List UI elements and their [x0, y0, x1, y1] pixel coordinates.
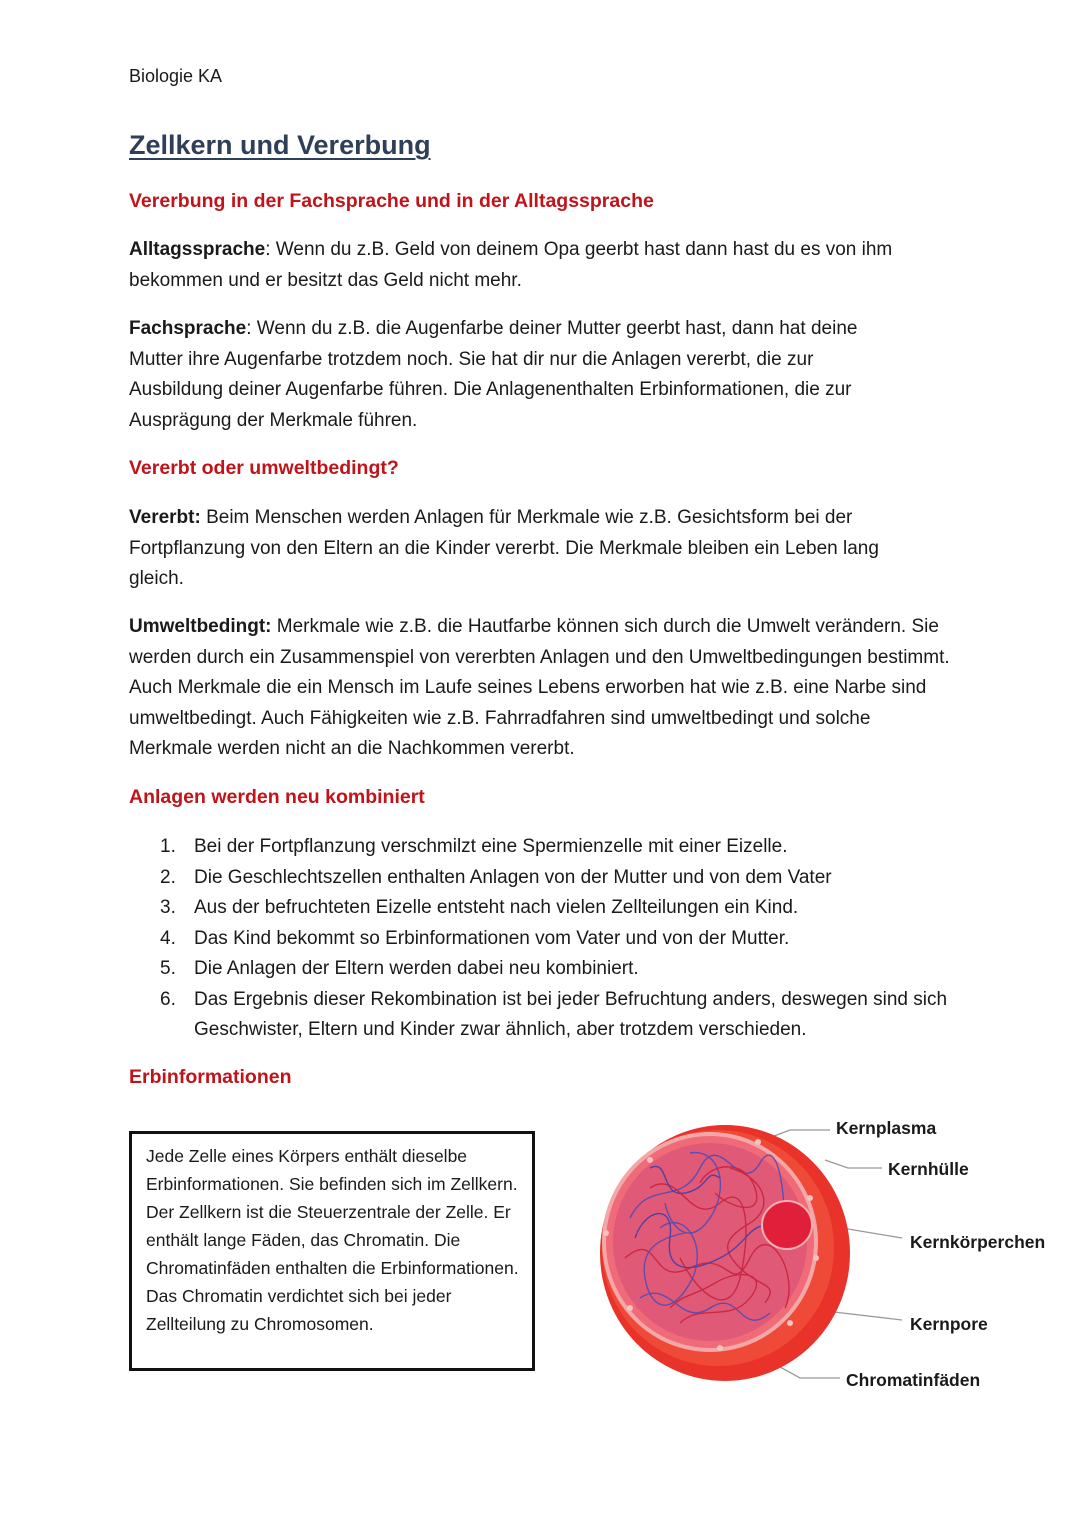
paragraph-vererbt	[129, 503, 929, 595]
list-text: Aus der befruchteten Eizelle entsteht nach vielen Zellteilungen ein Kind.	[194, 897, 799, 918]
list-number: 1.	[160, 836, 176, 857]
term-umweltbedingt: Umweltbedingt:	[129, 616, 272, 637]
nuclear-pore	[755, 1139, 761, 1145]
paragraph-fachsprache	[129, 314, 909, 436]
nuclear-pore	[787, 1320, 793, 1326]
list-text: Das Ergebnis dieser Rekombination ist bei jeder Befruchtung anders, deswegen sind sich Geschwister, Eltern und Kinder zwar ähnlich, aber trotzdem verschieden.	[194, 988, 948, 1040]
label-chromatinfaeden: Chromatinfäden	[846, 1370, 981, 1390]
nuclear-pore	[627, 1305, 633, 1311]
nuclear-pore	[807, 1195, 813, 1201]
list-text: Bei der Fortpflanzung verschmilzt eine Spermienzelle mit einer Eizelle.	[194, 836, 788, 857]
list-number: 6.	[160, 988, 176, 1010]
list-item	[160, 893, 960, 924]
list-item	[160, 832, 960, 863]
label-kernkoerperchen: Kernkörperchen	[910, 1232, 1046, 1252]
list-number: 4.	[160, 927, 176, 949]
label-kernpore: Kernpore	[910, 1314, 988, 1334]
nucleolus	[762, 1201, 812, 1249]
list-number: 5.	[160, 958, 176, 979]
list-item	[160, 985, 960, 1046]
paragraph-alltagssprache	[129, 235, 929, 296]
label-kernplasma: Kernplasma	[836, 1118, 937, 1138]
list-number: 2.	[160, 866, 176, 888]
nucleus-diagram	[590, 1108, 1060, 1408]
nuclear-pore	[813, 1255, 819, 1261]
list-item	[160, 863, 960, 894]
list-text: Die Geschlechtszellen enthalten Anlagen von der Mutter und von dem Vater	[194, 866, 832, 888]
text-alltagssprache: : Wenn du z.B. Geld von deinem Opa geerbt hast dann hast du es von ihm bekommen und er besitzt das Geld nicht mehr.	[129, 239, 893, 291]
list-item	[160, 924, 960, 955]
term-vererbt: Vererbt:	[129, 507, 201, 528]
nuclear-pore	[603, 1230, 609, 1236]
list-text: Die Anlagen der Eltern werden dabei neu kombiniert.	[194, 958, 639, 979]
list-number: 3.	[160, 897, 176, 918]
section-heading-erbinformationen: Erbinformationen	[129, 1066, 292, 1088]
info-box-text: Jede Zelle eines Körpers enthält dieselbe Erbinformationen. Sie befinden sich im Zellkern. Der Zellkern ist die Steuerzentrale der Zelle. Er enthält lange Fäden, das Chromatin. Die Chromatinfäden enthalten die Erbinformationen. Das Chromatin verdichtet sich bei jeder Zellteilung zu Chromosomen.	[146, 1146, 519, 1334]
leader-line-kernhuelle	[825, 1160, 882, 1168]
text-umweltbedingt: Merkmale wie z.B. die Hautfarbe können sich durch die Umwelt verändern. Sie werden durch ein Zusammenspiel von vererbten Anlagen und den Umweltbedingungen bestimmt. Auch Merkmale die ein Mensch im Laufe seines Lebens erworben hat wie z.B. eine Narbe sind umweltbedingt. Auch Fähigkeiten wie z.B. Fahrradfahren sind umweltbedingt und solche Merkmale werden nicht an die Nachkommen vererbt.	[129, 616, 950, 759]
list-item	[160, 954, 960, 985]
numbered-list	[160, 832, 960, 1046]
list-text: Das Kind bekommt so Erbinformationen vom Vater und von der Mutter.	[194, 927, 790, 949]
section-heading-kombiniert: Anlagen werden neu kombiniert	[129, 786, 425, 808]
leader-line-kernpore	[834, 1312, 902, 1320]
nucleus-illustration	[590, 1108, 1060, 1408]
nuclear-pore	[717, 1345, 723, 1351]
text-vererbt: Beim Menschen werden Anlagen für Merkmale wie z.B. Gesichtsform bei der Fortpflanzung von den Eltern an die Kinder vererbt. Die Merkmale bleiben ein Leben lang gleich.	[129, 507, 879, 589]
nuclear-pore	[647, 1157, 653, 1163]
page-header: Biologie KA	[129, 66, 223, 86]
text-fachsprache: : Wenn du z.B. die Augenfarbe deiner Mutter geerbt hast, dann hat deine Mutter ihre Augenfarbe trotzdem noch. Sie hat dir nur die Anlagen vererbt, die zur Ausbildung deiner Augenfarbe führen. Die Anlagenenthalten Erbinformationen, die zur Ausprägung der Merkmale führen.	[129, 318, 858, 431]
label-kernhuelle: Kernhülle	[888, 1159, 969, 1179]
info-box	[129, 1131, 535, 1371]
page-title: Zellkern und Vererbung	[129, 130, 431, 160]
section-heading-vererbt-umwelt: Vererbt oder umweltbedingt?	[129, 457, 399, 479]
term-fachsprache: Fachsprache	[129, 318, 247, 339]
paragraph-umweltbedingt	[129, 612, 959, 765]
term-alltagssprache: Alltagssprache	[129, 239, 266, 260]
section-heading-fach-alltag: Vererbung in der Fachsprache und in der Alltagssprache	[129, 190, 654, 212]
